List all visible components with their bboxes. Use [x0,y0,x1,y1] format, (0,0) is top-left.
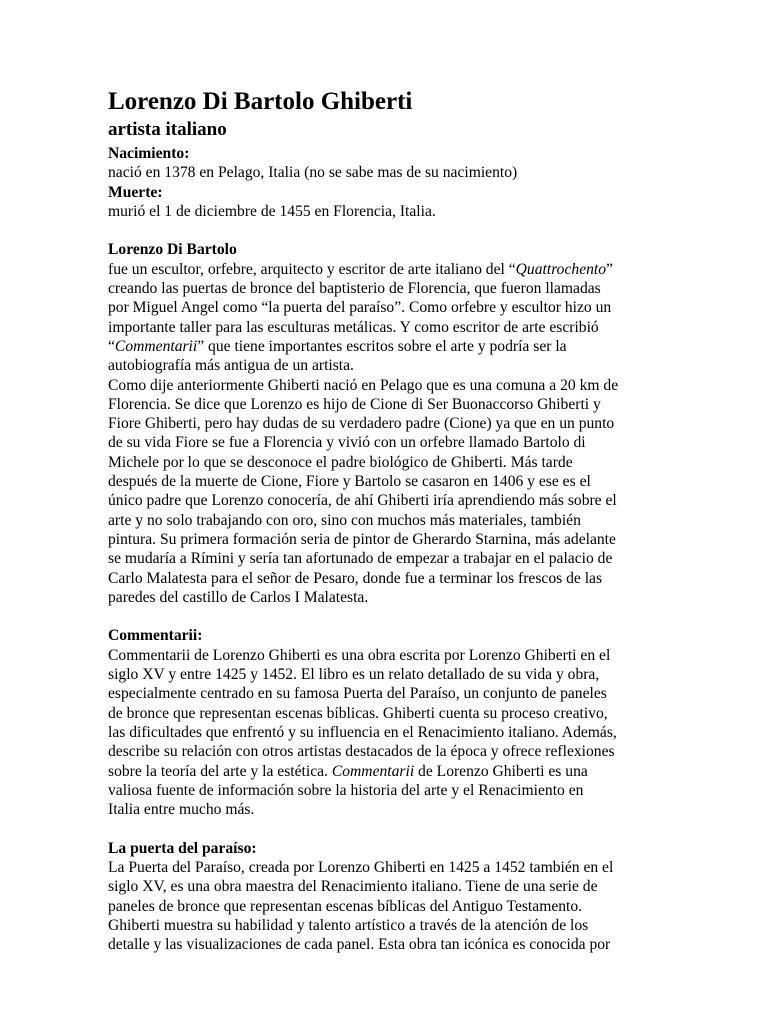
bio-line: importante taller para las esculturas metálicas. Y como escritor de arte escribió [108,318,599,336]
puerta-line: La Puerta del Paraíso, creada por Lorenzo Ghiberti en 1425 a 1452 también en el [108,858,614,876]
bio-line: Fiore Ghiberti, pero hay dudas de su verdadero padre (Cione) ya que en un punto [108,415,615,433]
commentarii-section [108,626,668,819]
commentarii-line: especialmente centrado en su famosa Puerta del Paraíso, un conjunto de paneles [108,685,607,703]
bio-line: pintura. Su primera formación seria de pintor de Gherardo Starnina, más adelante [108,530,616,548]
bio-line: por Miguel Angel como “la puerta del paraíso”. Como orfebre y escultor hizo un [108,299,612,317]
bio-line: de su vida Fiore se fue a Florencia y vivió con un orfebre llamado Bartolo di [108,434,586,452]
section-spacer [108,819,668,838]
section-spacer [108,607,668,626]
section-spacer [108,221,668,240]
commentarii-line: valiosa fuente de información sobre la historia del arte y el Renacimiento en [108,781,584,799]
bio-line: fue un escultor, orfebre, arquitecto y escritor de arte italiano del “Quattrochento” [108,260,613,278]
page-subtitle: artista italiano [108,119,227,140]
bio-line: arte y no solo trabajando con oro, sino con muchos más materiales, también [108,511,581,529]
commentarii-line: Italia entre mucho más. [108,801,255,819]
puerta-line: siglo XV, es una obra maestra del Renacimiento italiano. Tiene de una serie de [108,878,598,896]
death-label: Muerte: [108,183,163,201]
bio-line: Carlo Malatesta para el señor de Pesaro, donde fue a terminar los frescos de las [108,569,603,587]
bio-line: “Commentarii” que tiene importantes escritos sobre el arte y podría ser la [108,337,567,355]
bio-line: Como dije anteriormente Ghiberti nació en Pelago que es una comuna a 20 km de [108,376,619,394]
puerta-line: Ghiberti muestra su habilidad y talento artístico a través de la atención de los [108,916,589,934]
bio-section [108,240,668,607]
commentarii-line: de bronce que representan escenas bíblicas. Ghiberti cuenta su proceso creativo, [108,704,608,722]
puerta-heading: La puerta del paraíso: [108,839,257,857]
quattrochento-term: Quattrochento [515,260,607,278]
bio-line: autobiografía más antigua de un artista. [108,357,354,375]
death-text: murió el 1 de diciembre de 1455 en Florencia, Italia. [108,202,436,220]
document-page [108,86,668,954]
commentarii-line: Commentarii de Lorenzo Ghiberti es una obra escrita por Lorenzo Ghiberti en el [108,646,611,664]
puerta-line: paneles de bronce que representan escenas bíblicas del Antiguo Testamento. [108,897,583,915]
page-title: Lorenzo Di Bartolo Ghiberti [108,88,413,115]
bio-line: después de la muerte de Cione, Fiore y Bartolo se casaron en 1406 y ese es el [108,473,591,491]
bio-line: creando las puertas de bronce del baptisterio de Florencia, que fueron llamadas [108,280,601,298]
commentarii-line: sobre la teoría del arte y la estética. Commentarii de Lorenzo Ghiberti es una [108,762,588,780]
commentarii-line: describe su relación con otros artistas destacados de la época y ofrece reflexiones [108,743,615,761]
puerta-section [108,839,668,955]
birth-text: nació en 1378 en Pelago, Italia (no se sabe mas de su nacimiento) [108,164,518,182]
bio-heading: Lorenzo Di Bartolo [108,241,237,259]
commentarii-heading: Commentarii: [108,627,203,645]
commentarii-title-term: Commentarii [331,762,415,780]
bio-line: paredes del castillo de Carlos I Malatesta. [108,588,369,606]
birth-label: Nacimiento: [108,145,190,162]
bio-line: Florencia. Se dice que Lorenzo es hijo de Cione di Ser Buonaccorso Ghiberti y [108,395,601,413]
commentarii-line: siglo XV y entre 1425 y 1452. El libro es un relato detallado de su vida y obra, [108,666,600,684]
commentarii-term: Commentarii [114,337,198,355]
bio-line: único padre que Lorenzo conocería, de ahí Ghiberti iría aprendiendo más sobre el [108,492,617,510]
commentarii-line: las dificultades que enfrentó y su influencia en el Renacimiento italiano. Además, [108,723,617,741]
bio-line: Michele por lo que se desconoce el padre biológico de Ghiberti. Más tarde [108,453,573,471]
bio-line: se mudaría a Rímini y sería tan afortunado de empezar a trabajar en el palacio de [108,550,613,568]
puerta-line: detalle y las visualizaciones de cada panel. Esta obra tan icónica es conocida por [108,936,611,954]
